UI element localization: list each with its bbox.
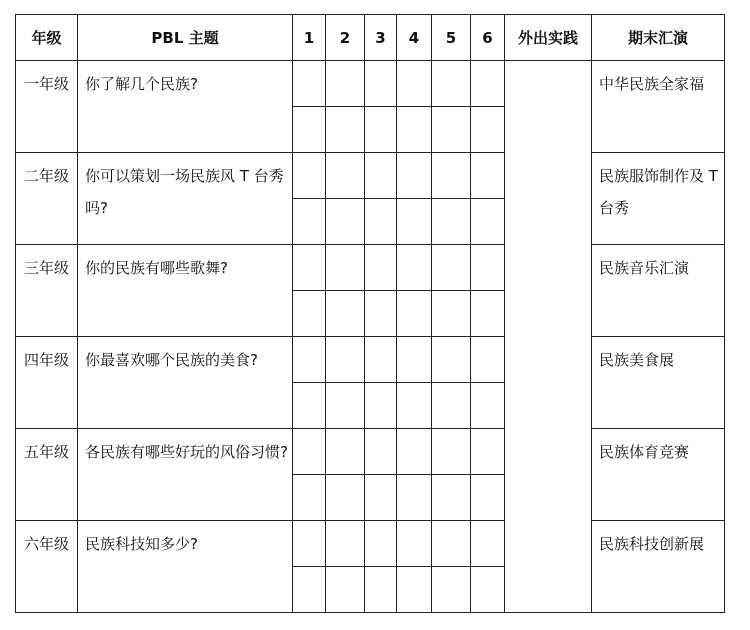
header-week-3: 3 (365, 15, 397, 61)
week-cell (397, 475, 432, 521)
final-cell: 中华民族全家福 (592, 61, 725, 153)
week-cell (326, 475, 365, 521)
week-cell (293, 337, 326, 383)
week-cell (365, 337, 397, 383)
week-cell (397, 521, 432, 567)
week-cell (432, 107, 471, 153)
week-cell (471, 61, 505, 107)
header-week-5: 5 (432, 15, 471, 61)
pbl-schedule-table (15, 14, 725, 613)
week-cell (365, 107, 397, 153)
grade-cell: 二年级 (16, 153, 78, 245)
theme-cell: 民族科技知多少? (78, 521, 293, 613)
week-cell (397, 383, 432, 429)
table-row (16, 245, 725, 291)
week-cell (365, 153, 397, 199)
final-cell: 民族体育竞赛 (592, 429, 725, 521)
week-cell (471, 567, 505, 613)
week-cell (293, 567, 326, 613)
week-cell (326, 199, 365, 245)
week-cell (397, 153, 432, 199)
week-cell (471, 429, 505, 475)
week-cell (293, 61, 326, 107)
week-cell (293, 383, 326, 429)
week-cell (326, 153, 365, 199)
week-cell (471, 153, 505, 199)
week-cell (365, 521, 397, 567)
week-cell (326, 337, 365, 383)
week-cell (365, 61, 397, 107)
header-row (16, 15, 725, 61)
week-cell (293, 291, 326, 337)
week-cell (326, 567, 365, 613)
theme-cell: 你可以策划一场民族风 T 台秀吗? (78, 153, 293, 245)
week-cell (397, 337, 432, 383)
week-cell (293, 153, 326, 199)
theme-cell: 各民族有哪些好玩的风俗习惯? (78, 429, 293, 521)
week-cell (365, 291, 397, 337)
week-cell (432, 521, 471, 567)
final-cell: 民族音乐汇演 (592, 245, 725, 337)
header-final: 期末汇演 (592, 15, 725, 61)
week-cell (471, 107, 505, 153)
theme-cell: 你的民族有哪些歌舞? (78, 245, 293, 337)
theme-cell: 你了解几个民族? (78, 61, 293, 153)
week-cell (365, 475, 397, 521)
final-cell: 民族服饰制作及 T 台秀 (592, 153, 725, 245)
week-cell (293, 429, 326, 475)
week-cell (397, 107, 432, 153)
week-cell (471, 199, 505, 245)
week-cell (326, 291, 365, 337)
week-cell (326, 383, 365, 429)
grade-cell: 五年级 (16, 429, 78, 521)
week-cell (432, 199, 471, 245)
header-week-6: 6 (471, 15, 505, 61)
week-cell (432, 567, 471, 613)
header-week-4: 4 (397, 15, 432, 61)
week-cell (432, 61, 471, 107)
week-cell (432, 245, 471, 291)
week-cell (365, 383, 397, 429)
final-cell: 民族科技创新展 (592, 521, 725, 613)
grade-cell: 一年级 (16, 61, 78, 153)
theme-cell: 你最喜欢哪个民族的美食? (78, 337, 293, 429)
week-cell (432, 153, 471, 199)
week-cell (471, 291, 505, 337)
week-cell (432, 291, 471, 337)
week-cell (293, 107, 326, 153)
header-theme: PBL 主题 (78, 15, 293, 61)
final-cell: 民族美食展 (592, 337, 725, 429)
outing-cell (505, 61, 592, 613)
table-row (16, 61, 725, 107)
week-cell (397, 291, 432, 337)
grade-cell: 六年级 (16, 521, 78, 613)
grade-cell: 四年级 (16, 337, 78, 429)
table-row (16, 521, 725, 567)
week-cell (471, 521, 505, 567)
week-cell (397, 567, 432, 613)
header-week-2: 2 (326, 15, 365, 61)
week-cell (397, 429, 432, 475)
table-row (16, 429, 725, 475)
header-week-1: 1 (293, 15, 326, 61)
week-cell (397, 245, 432, 291)
week-cell (432, 383, 471, 429)
week-cell (365, 429, 397, 475)
header-outing: 外出实践 (505, 15, 592, 61)
week-cell (326, 61, 365, 107)
week-cell (397, 199, 432, 245)
week-cell (326, 429, 365, 475)
header-grade: 年级 (16, 15, 78, 61)
grade-cell: 三年级 (16, 245, 78, 337)
week-cell (293, 475, 326, 521)
week-cell (293, 245, 326, 291)
week-cell (293, 199, 326, 245)
week-cell (397, 61, 432, 107)
week-cell (326, 107, 365, 153)
week-cell (471, 245, 505, 291)
week-cell (471, 337, 505, 383)
week-cell (471, 383, 505, 429)
table-row (16, 337, 725, 383)
table-row (16, 153, 725, 199)
week-cell (432, 475, 471, 521)
week-cell (432, 337, 471, 383)
week-cell (365, 199, 397, 245)
week-cell (326, 245, 365, 291)
week-cell (293, 521, 326, 567)
week-cell (365, 245, 397, 291)
week-cell (365, 567, 397, 613)
week-cell (432, 429, 471, 475)
week-cell (471, 475, 505, 521)
week-cell (326, 521, 365, 567)
